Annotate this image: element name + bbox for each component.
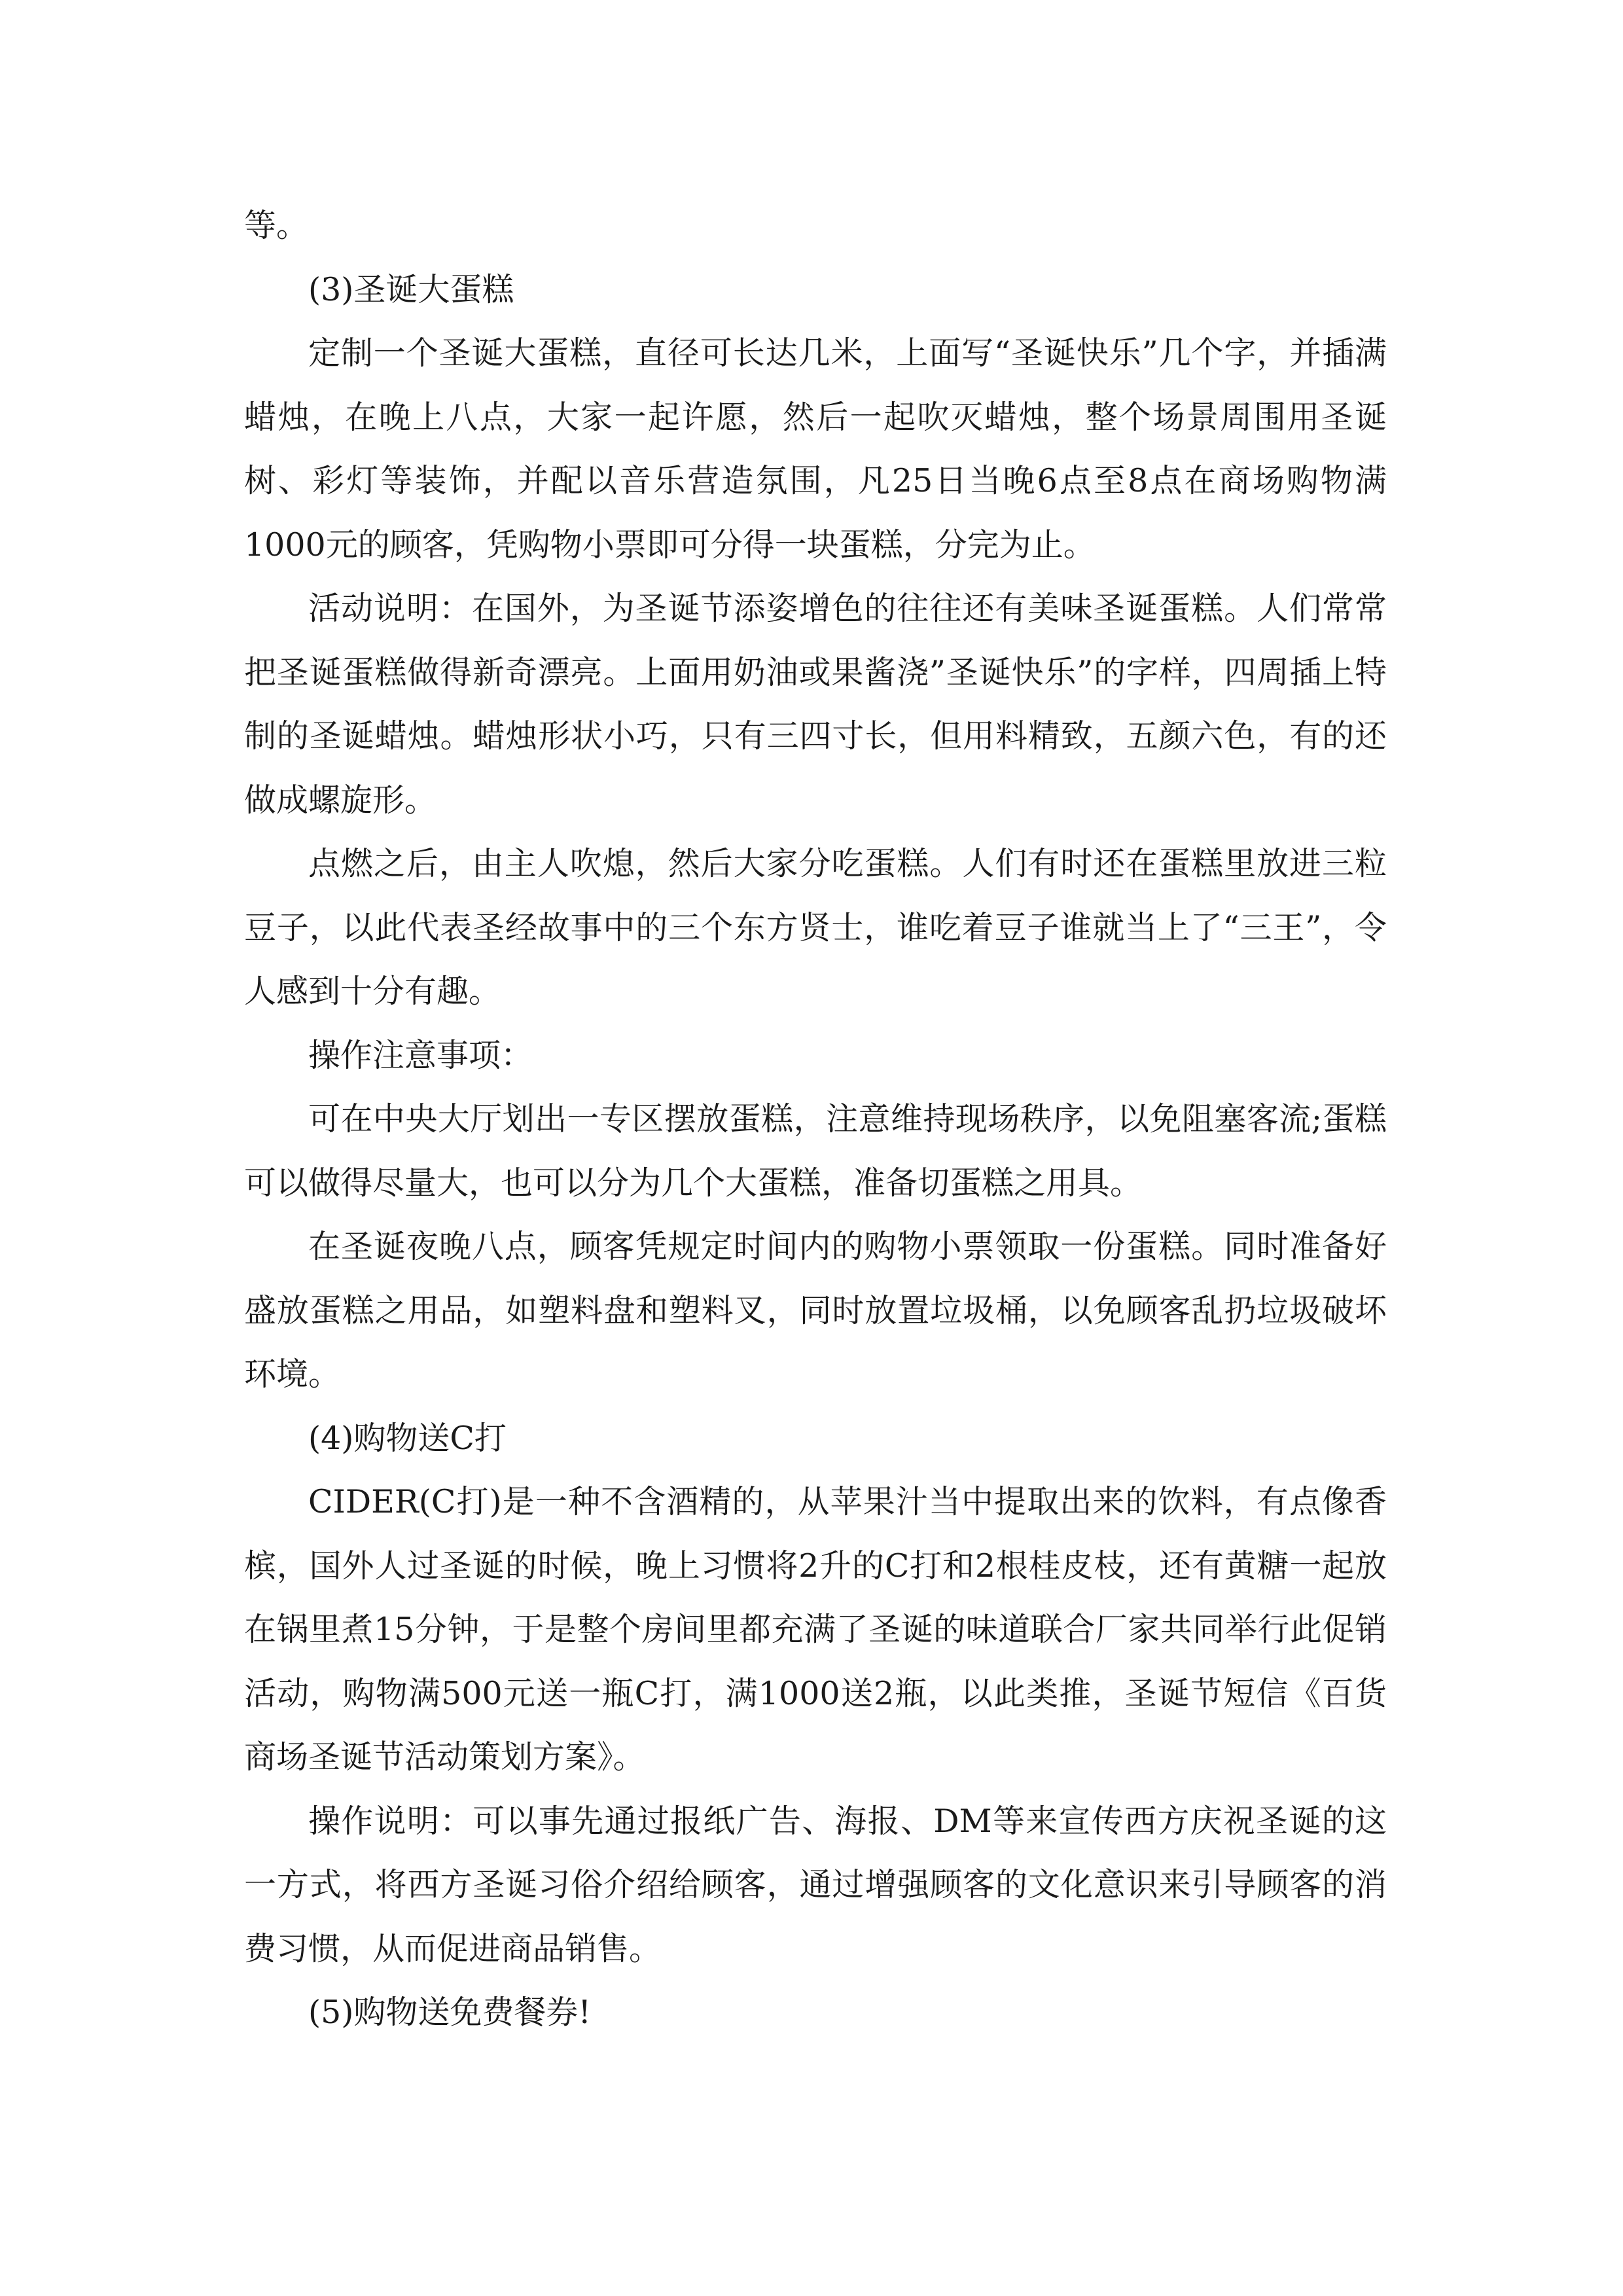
paragraph-hall-arrangement: 可在中央大厅划出一专区摆放蛋糕，注意维持现场秩序，以免阻塞客流;蛋糕可以做得尽量大，也可以分为几个大蛋糕，准备切蛋糕之用具。 [244,1100,1387,1202]
paragraph-cider-description: CIDER(C打)是一种不含酒精的，从苹果汁当中提取出来的饮料，有点像香槟，国外人过圣诞的时候，晚上习惯将2升的C打和2根桂皮枝，还有黄糖一起放在锅里煮15分钟，于是整个房间里都充满了圣诞的味道联合厂家共同举行此促销活动，购物满500元送一瓶C打，满1000送2瓶，以此类推，圣诞节短信《百货商场圣诞节活动策划方案》。 [244,1483,1387,1776]
section-heading-cake: (3)圣诞大蛋糕 [308,270,514,308]
document-body [244,194,1387,2045]
paragraph-activity-explanation: 活动说明：在国外，为圣诞节添姿增色的往往还有美味圣诞蛋糕。人们常常把圣诞蛋糕做得新奇漂亮。上面用奶油或果酱浇”圣诞快乐”的字样，四周插上特制的圣诞蜡烛。蜡烛形状小巧，只有三四寸长，但用料精致，五颜六色，有的还做成螺旋形。 [244,590,1387,819]
section-heading-meal-voucher: (5)购物送免费餐券! [308,1994,592,2031]
paragraph-candle-tradition: 点燃之后，由主人吹熄，然后大家分吃蛋糕。人们有时还在蛋糕里放进三粒豆子，以此代表圣经故事中的三个东方贤士，谁吃着豆子谁就当上了“三王”，令人感到十分有趣。 [244,845,1387,1010]
section-heading-cider: (4)购物送C打 [308,1419,507,1457]
paragraph-operation-explanation: 操作说明：可以事先通过报纸广告、海报、DM等来宣传西方庆祝圣诞的这一方式，将西方圣诞习俗介绍给顾客，通过增强顾客的文化意识来引导顾客的消费习惯，从而促进商品销售。 [244,1802,1387,1967]
paragraph-cake-description: 定制一个圣诞大蛋糕，直径可长达几米，上面写“圣诞快乐”几个字，并插满蜡烛，在晚上八点，大家一起许愿，然后一起吹灭蜡烛，整个场景周围用圣诞树、彩灯等装饰，并配以音乐营造氛围，凡25日当晚6点至8点在商场购物满1000元的顾客，凭购物小票即可分得一块蛋糕，分完为止。 [244,334,1387,564]
paragraph-christmas-eve-distribution: 在圣诞夜晚八点，顾客凭规定时间内的购物小票领取一份蛋糕。同时准备好盛放蛋糕之用品，如塑料盘和塑料叉，同时放置垃圾桶，以免顾客乱扔垃圾破坏环境。 [244,1228,1387,1393]
subheading-operation-notes: 操作注意事项： [308,1036,533,1074]
paragraph-continuation: 等。 [244,207,309,244]
